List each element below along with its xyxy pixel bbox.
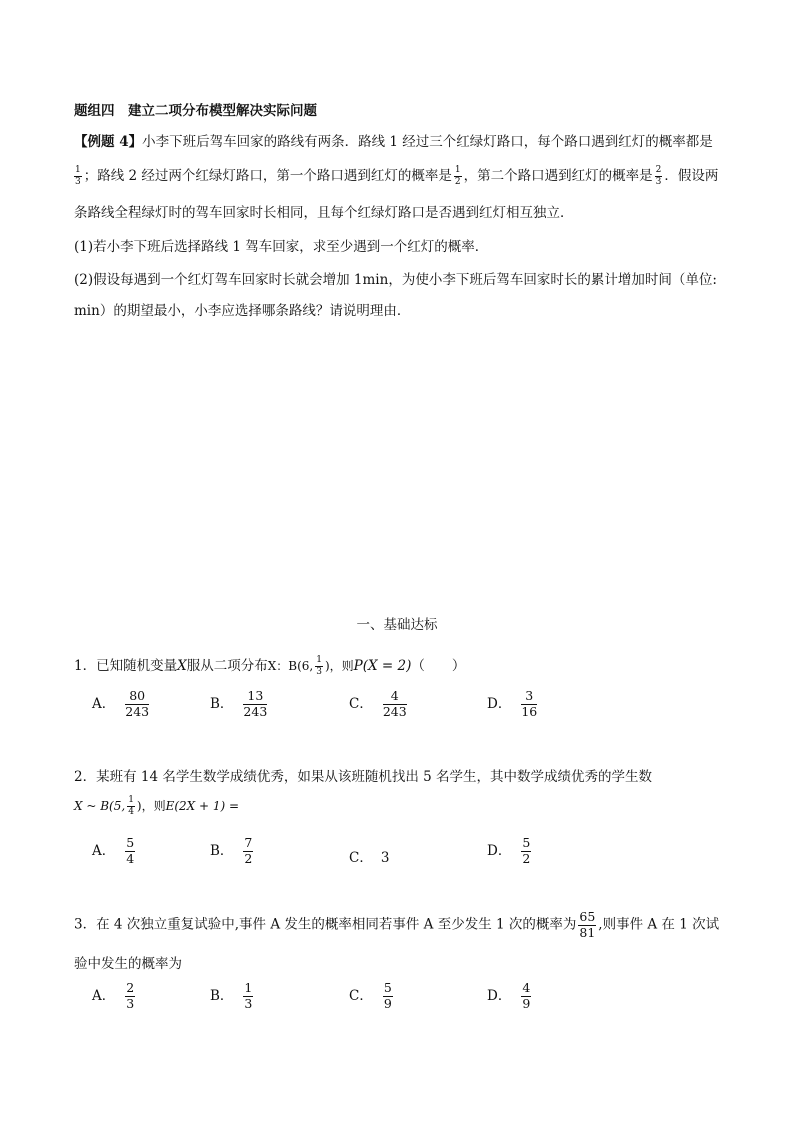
fraction-one-half: $\frac{1}{2}$ <box>454 165 461 187</box>
option-d[interactable]: D． $\frac{4}{9}$ <box>487 980 531 1011</box>
question-3-stem-line-1: 3．在 4 次独立重复试验中,事件 A 发生的概率相同若事件 A 至少发生 1 次的概率为 $\frac{65}{81}$ ,则事件 A 在 1 次试 <box>74 909 720 940</box>
question-1-stem: 1．已知随机变量X服从二项分布X：B(6, $\frac{1}{3}$ )，则P(X = 2)（ ） <box>74 655 466 677</box>
example-question-2-line-1: (2)假设每遇到一个红灯驾车回家时长就会增加 1min，为使小李下班后驾车回家时长的累计增加时间（单位: <box>74 272 717 288</box>
fraction-two-thirds: $\frac{2}{3}$ <box>655 165 662 187</box>
question-2-stem-line-1: 2．某班有 14 名学生数学成绩优秀，如果从该班随机找出 5 名学生，其中数学成绩优秀的学生数 <box>74 769 653 785</box>
option-a[interactable]: A． $\frac{5}{4}$ <box>92 835 135 866</box>
probability-expression: P(X = 2) <box>353 658 412 674</box>
expectation-expression: E(2X + 1) = <box>165 799 240 813</box>
option-d[interactable]: D． $\frac{3}{16}$ <box>487 688 538 719</box>
example-question-1: (1)若小李下班后选择路线 1 驾车回家，求至少遇到一个红灯的概率． <box>74 239 489 255</box>
fraction-one-third: $\frac{1}{3}$ <box>75 165 81 187</box>
variable-x: X <box>177 658 187 674</box>
option-d[interactable]: D． $\frac{5}{2}$ <box>487 835 531 866</box>
option-c[interactable]: C． 3 <box>349 850 390 866</box>
option-a[interactable]: A． $\frac{80}{243}$ <box>92 688 150 719</box>
practice-heading: 一、基础达标 <box>356 617 438 633</box>
example-line-1 <box>74 133 713 151</box>
option-b[interactable]: B． $\frac{1}{3}$ <box>210 980 253 1011</box>
example-text-1: 小李下班后驾车回家的路线有两条．路线 1 经过三个红绿灯路口，每个路口遇到红灯的概率都是 <box>142 134 713 150</box>
option-a[interactable]: A． $\frac{2}{3}$ <box>92 980 135 1011</box>
example-text-2a: ；路线 2 经过两个红绿灯路口，第一个路口遇到红灯的概率是 <box>83 168 452 184</box>
example-line-3: 条路线全程绿灯时的驾车回家时长相同，且每个红绿灯路口是否遇到红灯相互独立． <box>74 205 574 221</box>
option-b[interactable]: B． $\frac{13}{243}$ <box>210 688 268 719</box>
example-question-2-line-2: min）的期望最小，小李应选择哪条路线？请说明理由． <box>74 303 411 319</box>
question-3-stem-line-2: 验中发生的概率为 <box>74 956 182 972</box>
fraction-one-third: $\frac{1}{3}$ <box>316 655 322 677</box>
example-text-2c: ．假设两 <box>664 168 719 184</box>
answer-blank: （ ） <box>411 658 466 674</box>
option-c[interactable]: C． $\frac{4}{243}$ <box>349 688 407 719</box>
option-b[interactable]: B． $\frac{7}{2}$ <box>210 835 253 866</box>
example-line-2 <box>72 166 718 187</box>
example-tag: 【例题 4】 <box>74 134 143 150</box>
option-c[interactable]: C． $\frac{5}{9}$ <box>349 980 392 1011</box>
section-title: 题组四 建立二项分布模型解决实际问题 <box>74 103 317 119</box>
question-2-stem-line-2: X ~ B(5, $\frac{1}{4}$ )，则E(2X + 1) = <box>74 795 240 817</box>
fraction-65-81: $\frac{65}{81}$ <box>579 909 596 940</box>
example-text-2b: ，第二个路口遇到红灯的概率是 <box>463 168 653 184</box>
fraction-one-quarter: $\frac{1}{4}$ <box>128 795 134 817</box>
